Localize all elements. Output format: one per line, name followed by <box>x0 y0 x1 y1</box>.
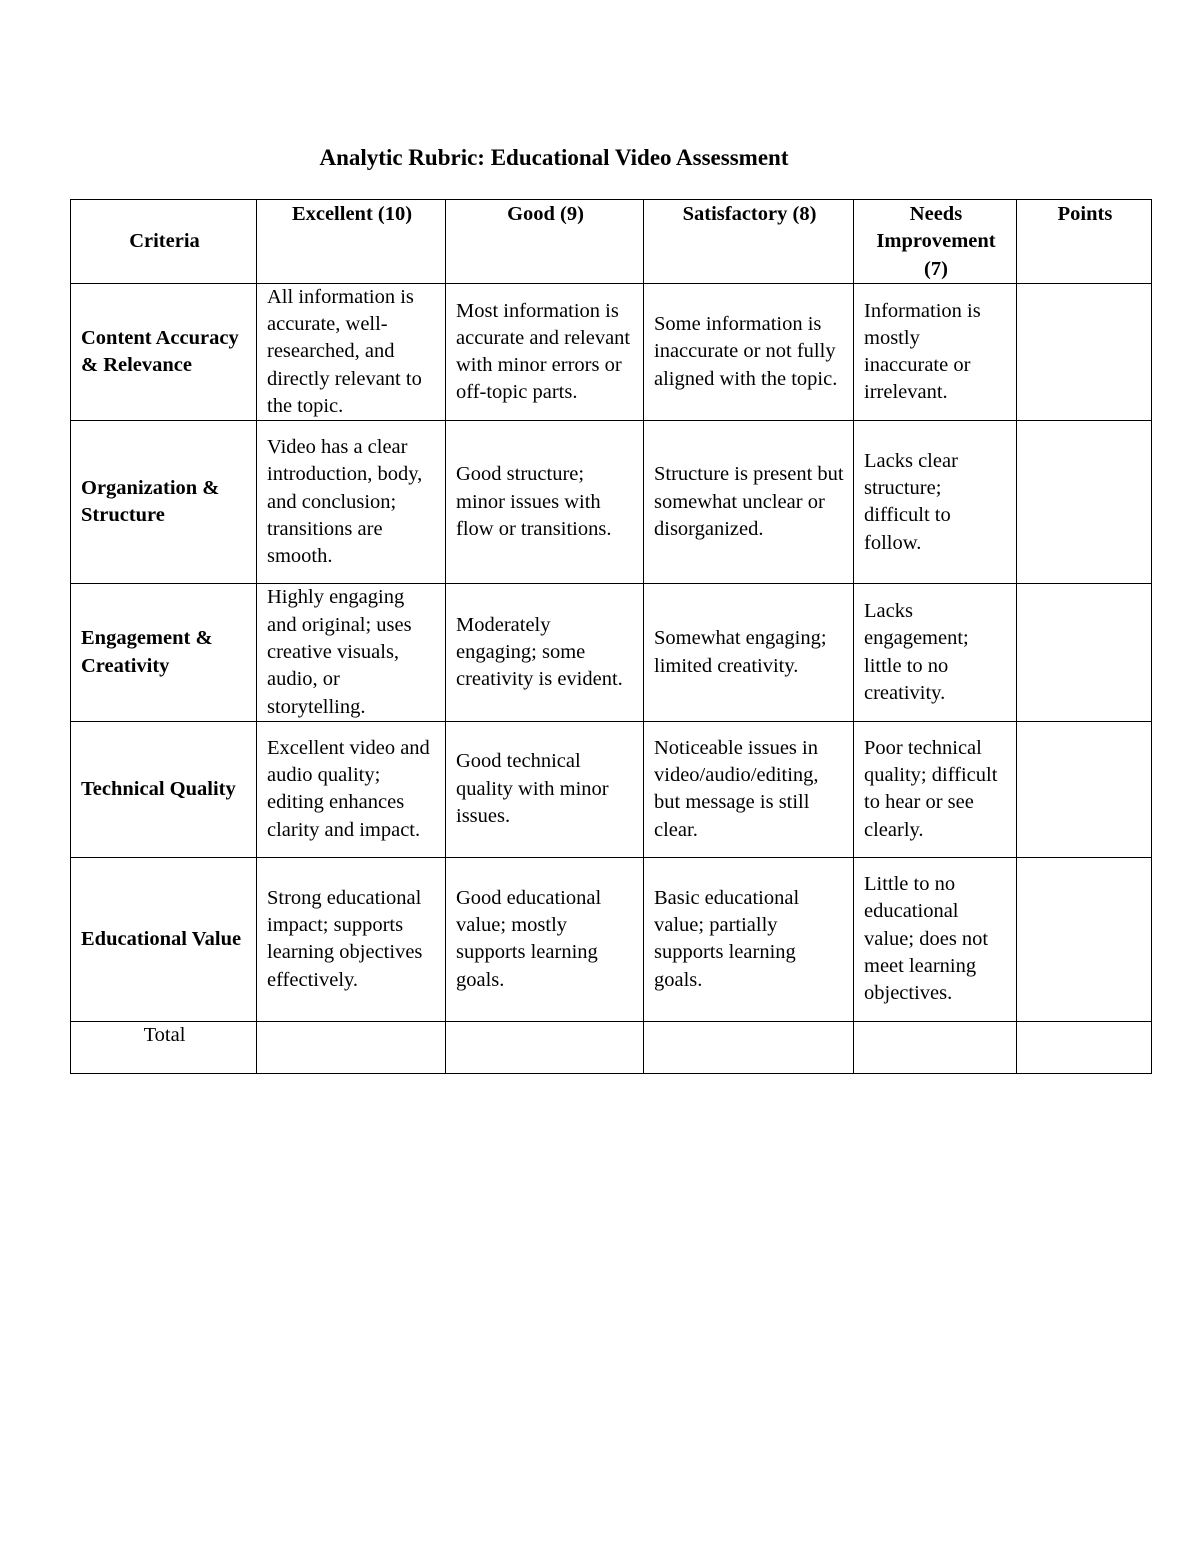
criterion-cell: Educational Value <box>71 857 257 1021</box>
points-cell[interactable] <box>1017 283 1152 420</box>
header-needs-improvement: Needs Improvement (7) <box>854 200 1017 284</box>
good-cell: Good technical quality with minor issues. <box>446 721 644 857</box>
header-row <box>71 200 1152 284</box>
needs-improvement-cell: Poor technical quality; difficult to hear or see clearly. <box>854 721 1017 857</box>
criterion-cell: Technical Quality <box>71 721 257 857</box>
header-criteria: Criteria <box>71 200 257 284</box>
satisfactory-cell: Basic educational value; partially supports learning goals. <box>644 857 854 1021</box>
excellent-cell: All information is accurate, well-researched, and directly relevant to the topic. <box>257 283 446 420</box>
satisfactory-cell: Somewhat engaging; limited creativity. <box>644 584 854 721</box>
total-excellent-cell <box>257 1021 446 1073</box>
total-satisfactory-cell <box>644 1021 854 1073</box>
criterion-cell: Content Accuracy & Relevance <box>71 283 257 420</box>
needs-improvement-cell: Little to no educational value; does not meet learning objectives. <box>854 857 1017 1021</box>
table-row <box>71 421 1152 584</box>
excellent-cell: Video has a clear introduction, body, and conclusion; transitions are smooth. <box>257 421 446 584</box>
excellent-cell: Strong educational impact; supports learning objectives effectively. <box>257 857 446 1021</box>
table-row <box>71 857 1152 1021</box>
header-good: Good (9) <box>446 200 644 284</box>
needs-improvement-cell: Lacks engagement; little to no creativity. <box>854 584 1017 721</box>
excellent-cell: Excellent video and audio quality; editing enhances clarity and impact. <box>257 721 446 857</box>
good-cell: Moderately engaging; some creativity is evident. <box>446 584 644 721</box>
total-good-cell <box>446 1021 644 1073</box>
header-points: Points <box>1017 200 1152 284</box>
table-row <box>71 283 1152 420</box>
document-title: Analytic Rubric: Educational Video Assessment <box>319 145 789 170</box>
excellent-cell: Highly engaging and original; uses creative visuals, audio, or storytelling. <box>257 584 446 721</box>
table-row <box>71 721 1152 857</box>
needs-improvement-cell: Lacks clear structure; difficult to follow. <box>854 421 1017 584</box>
total-needs-improvement-cell <box>854 1021 1017 1073</box>
total-row <box>71 1021 1152 1073</box>
header-excellent: Excellent (10) <box>257 200 446 284</box>
points-cell[interactable] <box>1017 584 1152 721</box>
satisfactory-cell: Noticeable issues in video/audio/editing, but message is still clear. <box>644 721 854 857</box>
good-cell: Good structure; minor issues with flow or transitions. <box>446 421 644 584</box>
total-label: Total <box>71 1021 257 1073</box>
total-points-cell[interactable] <box>1017 1021 1152 1073</box>
points-cell[interactable] <box>1017 721 1152 857</box>
criterion-cell: Organization & Structure <box>71 421 257 584</box>
points-cell[interactable] <box>1017 421 1152 584</box>
header-satisfactory: Satisfactory (8) <box>644 200 854 284</box>
rubric-table <box>70 199 1152 1074</box>
satisfactory-cell: Structure is present but somewhat unclear or disorganized. <box>644 421 854 584</box>
satisfactory-cell: Some information is inaccurate or not fully aligned with the topic. <box>644 283 854 420</box>
points-cell[interactable] <box>1017 857 1152 1021</box>
needs-improvement-cell: Information is mostly inaccurate or irrelevant. <box>854 283 1017 420</box>
good-cell: Good educational value; mostly supports learning goals. <box>446 857 644 1021</box>
criterion-cell: Engagement & Creativity <box>71 584 257 721</box>
table-row <box>71 584 1152 721</box>
good-cell: Most information is accurate and relevant with minor errors or off-topic parts. <box>446 283 644 420</box>
